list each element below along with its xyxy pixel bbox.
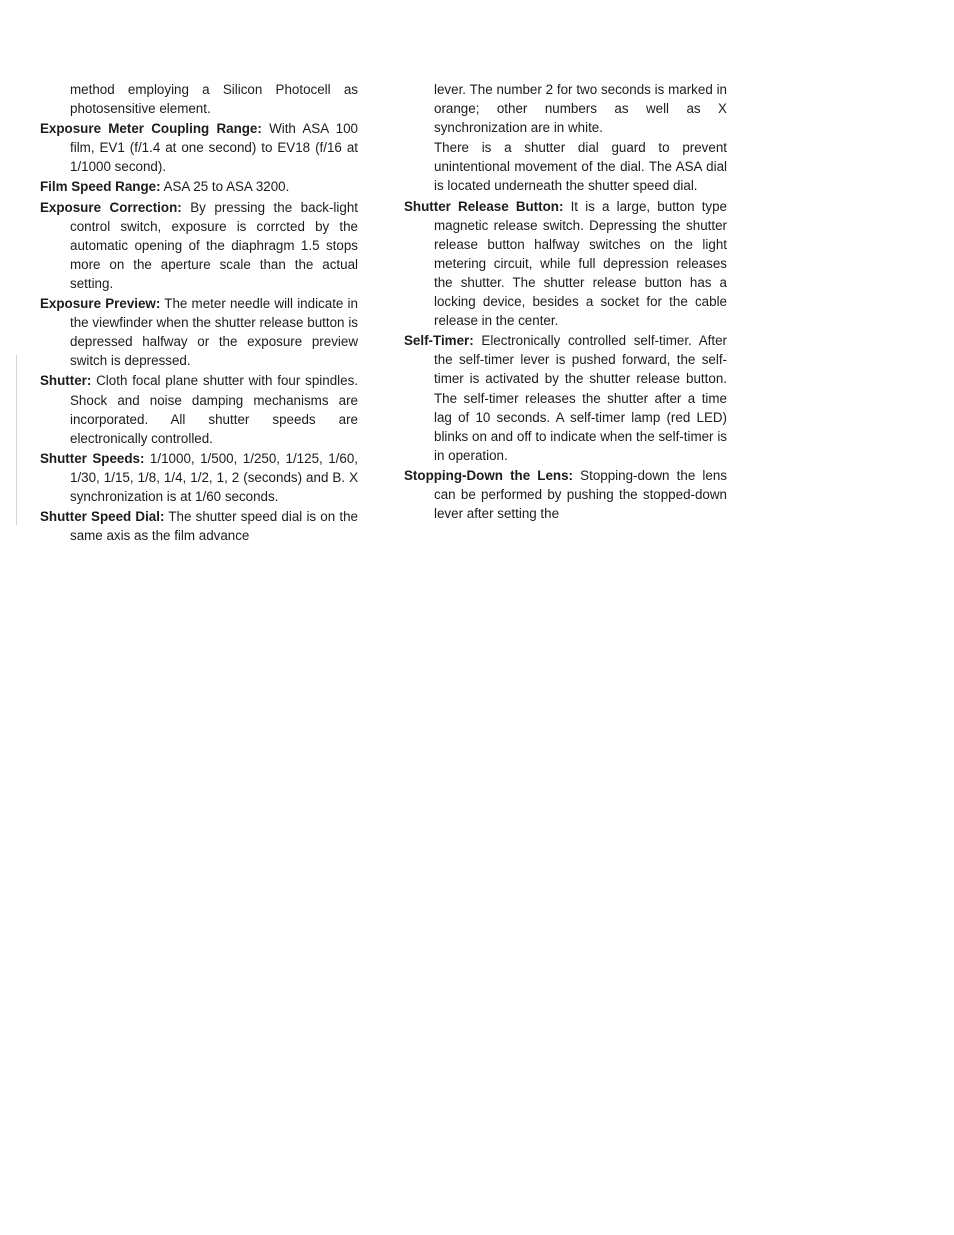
spec-term: Exposure Correction:	[40, 199, 182, 215]
spec-term: Shutter:	[40, 373, 92, 389]
spec-entry-stopping-down-the-lens	[404, 466, 727, 523]
left-column	[40, 80, 358, 546]
spec-text: Electronically controlled self-timer. After the self-timer lever is pushed forward, the self-timer is activated by the shutter release button. The self-timer releases the shutter after a time lag of 10 seconds. A self-timer lamp (red LED) blinks on and off to indicate when the self-timer is in operation.	[434, 333, 727, 463]
spec-text: It is a large, button type magnetic release switch. Depressing the shutter release button halfway switches on the light metering circuit, while full depression releases the shutter. The shutter release button has a locking device, besides a socket for the cable release in the center.	[434, 198, 727, 329]
spec-text: The shutter speed dial is on the same axis as the film advance	[70, 509, 358, 544]
spec-text: With ASA 100 film, EV1 (f/1.4 at one second) to EV18 (f/16 at 1/1000 second).	[70, 121, 358, 175]
spec-term: Shutter Speeds:	[40, 450, 145, 466]
spec-entry-shutter-speeds	[40, 449, 358, 506]
continuation-paragraph: method employing a Silicon Photocell as photosensitive element.	[70, 82, 358, 117]
spec-text: The meter needle will indicate in the viewfinder when the shutter release button is depressed halfway or the exposure preview switch is depressed.	[70, 296, 358, 369]
spec-entry-shutter	[40, 371, 358, 447]
spec-entry-exposure-preview	[40, 294, 358, 370]
continuation-paragraph: lever. The number 2 for two seconds is marked in orange; other numbers as well as X synchronization are in white.	[434, 82, 727, 136]
spec-term: Shutter Speed Dial:	[40, 509, 165, 525]
spec-entry-exposure-correction	[40, 198, 358, 293]
spec-entry-shutter-release-button	[404, 197, 727, 331]
spec-text: Cloth focal plane shutter with four spindles. Shock and noise damping mechanisms are incorporated. All shutter speeds are electronically controlled.	[70, 373, 358, 446]
scan-edge-mark	[16, 355, 17, 525]
spec-text: 1/1000, 1/500, 1/250, 1/125, 1/60, 1/30, 1/15, 1/8, 1/4, 1/2, 1, 2 (seconds) and B. X synchronization is at 1/60 seconds.	[70, 450, 359, 504]
spec-text: ASA 25 to ASA 3200.	[160, 179, 290, 195]
spec-text: By pressing the back-light control switch, exposure is corrcted by the automatic opening of the diaphragm 1.5 stops more on the aperture scale than the actual setting.	[70, 199, 358, 291]
spec-entry-exposure-meter-coupling-range	[40, 119, 358, 176]
right-column	[404, 80, 727, 524]
spec-entry-shutter-speed-dial	[40, 507, 358, 545]
spec-term: Exposure Preview:	[40, 296, 161, 312]
spec-term: Stopping-Down the Lens:	[404, 467, 574, 483]
spec-term: Self-Timer:	[404, 333, 474, 349]
spec-entry-self-timer	[404, 331, 727, 465]
spec-term: Film Speed Range:	[40, 179, 161, 195]
spec-text: Stopping-down the lens can be performed by pushing the stopped-down lever after setting the	[434, 467, 727, 522]
continuation-paragraph: There is a shutter dial guard to prevent unintentional movement of the dial. The ASA dial is located underneath the shutter speed dial.	[434, 140, 727, 194]
spec-entry-film-speed-range	[40, 177, 358, 196]
spec-term: Exposure Meter Coupling Range:	[40, 121, 262, 137]
spec-term: Shutter Release Button:	[404, 198, 564, 214]
